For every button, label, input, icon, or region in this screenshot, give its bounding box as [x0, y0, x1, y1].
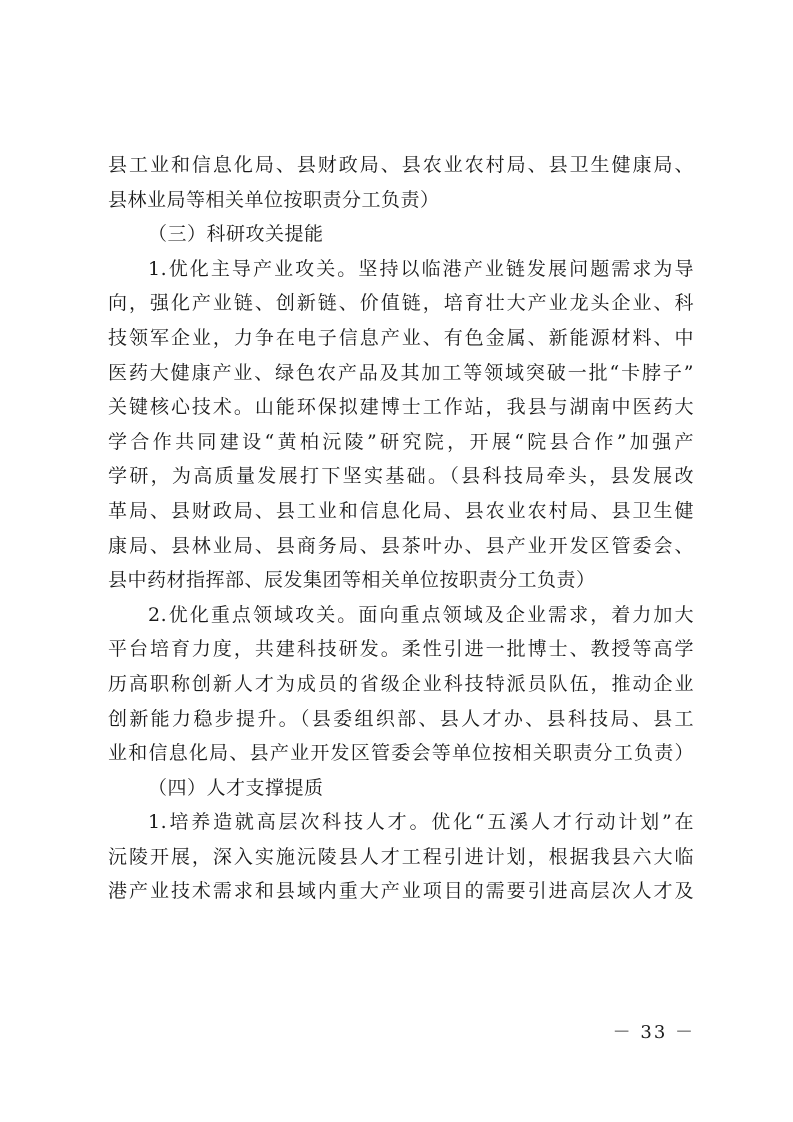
text-line: 革局、县财政局、县工业和信息化局、县农业农村局、县卫生健 [108, 499, 694, 522]
text-line: 康局、县林业局、县商务局、县茶叶办、县产业开发区管委会、 [108, 534, 694, 557]
text-line: 港产业技术需求和县域内重大产业项目的需要引进高层次人才及 [108, 880, 694, 903]
text-line: 1.优化主导产业攻关。坚持以临港产业链发展问题需求为导 [148, 257, 694, 280]
text-line: 学研，为高质量发展打下坚实基础。（县科技局牵头，县发展改 [108, 465, 694, 488]
text-line: 医药大健康产业、绿色农产品及其加工等领域突破一批“卡脖子” [108, 361, 694, 384]
text-line: 向，强化产业链、创新链、价值链，培育壮大产业龙头企业、科 [108, 292, 694, 315]
text-line: 关键核心技术。山能环保拟建博士工作站，我县与湖南中医药大 [108, 396, 694, 419]
text-line: 业和信息化局、县产业开发区管委会等单位按相关职责分工负责） [108, 742, 694, 765]
text-line: 2.优化重点领域攻关。面向重点领域及企业需求，着力加大 [148, 603, 694, 626]
page-number: － 33 － [612, 1022, 695, 1043]
text-line: 平台培育力度，共建科技研发。柔性引进一批博士、教授等高学 [108, 638, 694, 661]
text-line: 创新能力稳步提升。（县委组织部、县人才办、县科技局、县工 [108, 707, 694, 730]
section-heading: （四）人才支撑提质 [148, 776, 324, 799]
body-text [108, 148, 694, 909]
section-heading: （三）科研攻关提能 [148, 223, 324, 246]
text-line: 沅陵开展，深入实施沅陵县人才工程引进计划，根据我县六大临 [108, 845, 694, 868]
text-line: 学合作共同建设“黄柏沅陵”研究院，开展“院县合作”加强产 [108, 430, 694, 453]
text-line: 历高职称创新人才为成员的省级企业科技特派员队伍，推动企业 [108, 672, 694, 695]
text-line: 县林业局等相关单位按职责分工负责） [108, 188, 440, 211]
text-line: 1.培养造就高层次科技人才。优化“五溪人才行动计划”在 [148, 811, 694, 834]
text-line: 县工业和信息化局、县财政局、县农业农村局、县卫生健康局、 [108, 154, 694, 176]
text-line: 技领军企业，力争在电子信息产业、有色金属、新能源材料、中 [108, 326, 694, 349]
text-line: 县中药材指挥部、辰发集团等相关单位按职责分工负责） [108, 569, 596, 592]
